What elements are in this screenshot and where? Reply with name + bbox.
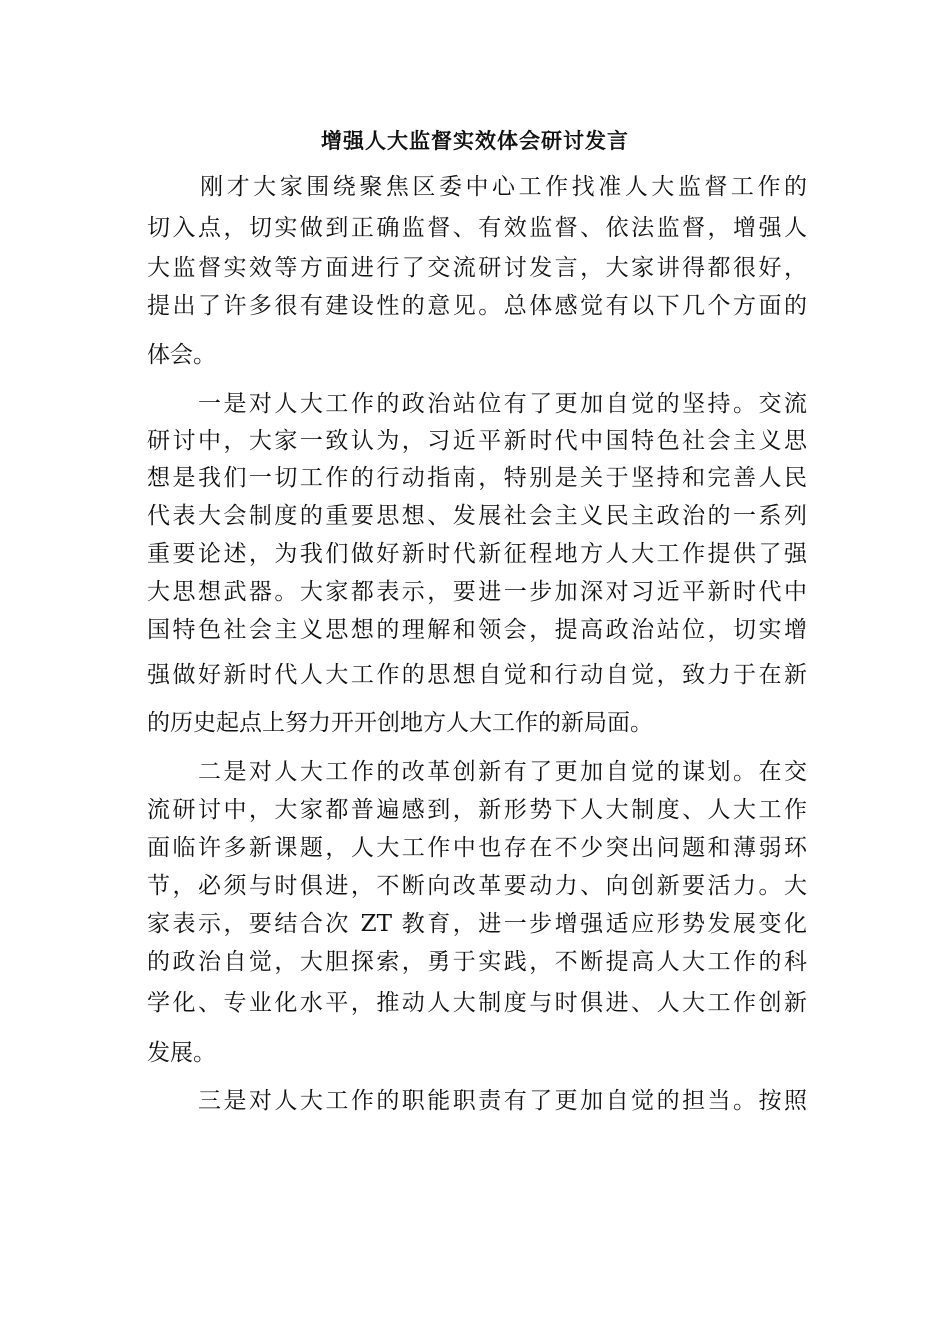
text-line: 提出了许多很有建设性的意见。总体感觉有以下几个方面的 — [147, 293, 807, 319]
text-line: 国特色社会主义思想的理解和领会，提高政治站位，切实增 — [147, 617, 807, 643]
text-line: 三是对人大工作的职能职责有了更加自觉的担当。按照 — [147, 1088, 807, 1114]
text-line: 代表大会制度的重要思想、发展社会主义民主政治的一系列 — [147, 503, 807, 529]
document-title: 增强人大监督实效体会研讨发言 — [321, 128, 629, 153]
text-line: 学化、专业化水平，推动人大制度与时俱进、人大工作创新 — [147, 990, 807, 1016]
text-line: 想是我们一切工作的行动指南，特别是关于坚持和完善人民 — [147, 465, 807, 491]
text-line: 研讨中，大家一致认为，习近平新时代中国特色社会主义思 — [147, 428, 807, 454]
text-line: 面临许多新课题，人大工作中也存在不少突出问题和薄弱环 — [147, 835, 807, 861]
text-line: 刚才大家围绕聚焦区委中心工作找准人大监督工作的 — [147, 174, 807, 200]
text-line: 体会。 — [147, 342, 216, 368]
text-line: 的历史起点上努力开开创地方人大工作的新局面。 — [147, 710, 653, 736]
text-line: 大思想武器。大家都表示，要进一步加深对习近平新时代中 — [147, 579, 807, 605]
text-line: 切入点，切实做到正确监督、有效监督、依法监督，增强人 — [147, 215, 807, 241]
text-line: 家表示，要结合次 ZT 教育，进一步增强适应形势发展变化 — [147, 911, 807, 937]
text-line: 发展。 — [147, 1040, 216, 1066]
text-line: 的政治自觉，大胆探索，勇于实践，不断提高人大工作的科 — [147, 949, 807, 975]
text-line: 强做好新时代人大工作的思想自觉和行动自觉，致力于在新 — [147, 662, 807, 688]
text-line: 节，必须与时俱进，不断向改革要动力、向创新要活力。大 — [147, 873, 807, 899]
text-line: 二是对人大工作的改革创新有了更加自觉的谋划。在交 — [147, 759, 807, 785]
text-line: 流研讨中，大家都普遍感到，新形势下人大制度、人大工作 — [147, 797, 807, 823]
text-line: 大监督实效等方面进行了交流研讨发言，大家讲得都很好， — [147, 255, 807, 281]
text-line: 重要论述，为我们做好新时代新征程地方人大工作提供了强 — [147, 541, 807, 567]
text-line: 一是对人大工作的政治站位有了更加自觉的坚持。交流 — [147, 391, 807, 417]
